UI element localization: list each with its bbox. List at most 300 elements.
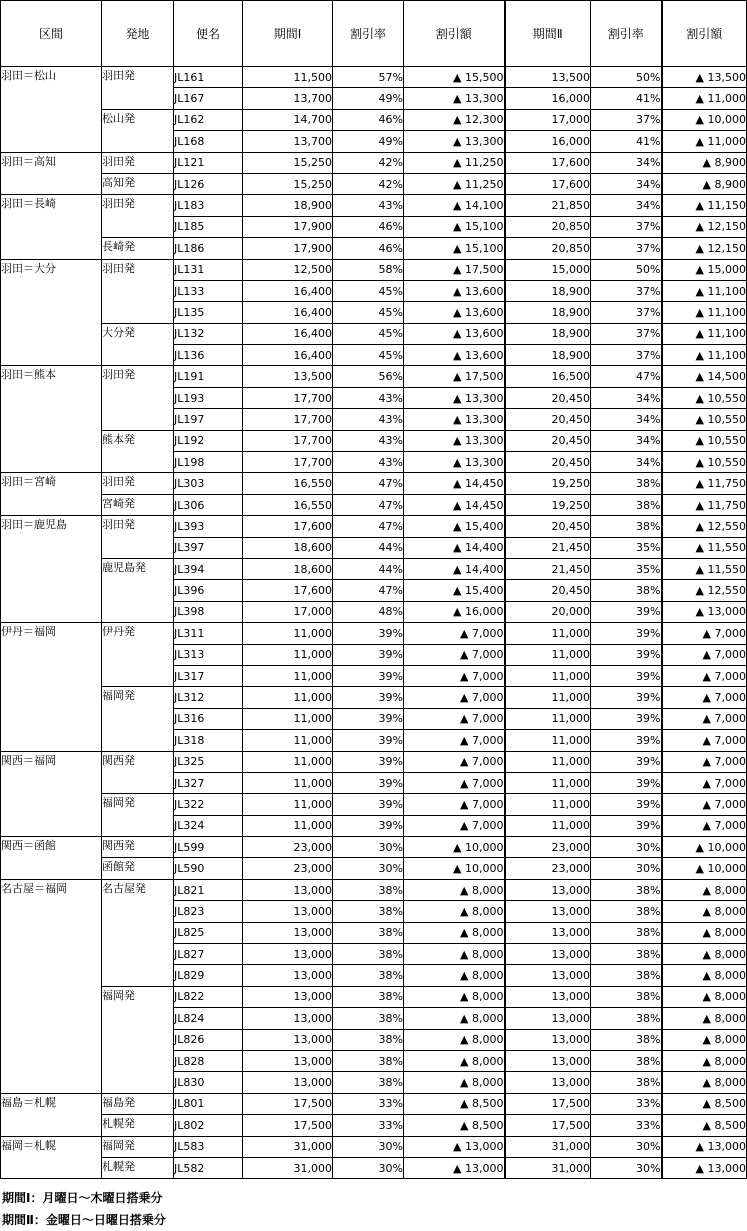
flight-number-cell: JL823 [174, 901, 243, 922]
rate-period1-cell: 43% [333, 387, 404, 408]
discount-period1-cell [404, 858, 505, 879]
fare-period1-cell: 12,500 [243, 259, 333, 280]
triangle-icon: ▲ [453, 370, 462, 384]
flight-number-cell: JL126 [174, 173, 243, 194]
fare-period1-cell: 13,000 [243, 965, 333, 986]
origin-cell: 関西発 [102, 837, 174, 858]
fare-period2-cell: 13,000 [505, 901, 591, 922]
table-row [1, 366, 747, 387]
rate-period1-cell: 39% [333, 794, 404, 815]
triangle-icon: ▲ [702, 626, 711, 640]
fare-period1-cell: 17,600 [243, 580, 333, 601]
fare-period2-cell: 13,000 [505, 1029, 591, 1050]
rate-period2-cell: 41% [591, 88, 662, 109]
fare-period1-cell: 11,000 [243, 708, 333, 729]
flight-number-cell: JL590 [174, 858, 243, 879]
rate-period1-cell: 47% [333, 580, 404, 601]
rate-period2-cell: 50% [591, 259, 662, 280]
fare-period2-cell: 20,450 [505, 387, 591, 408]
fare-period2-cell: 15,000 [505, 259, 591, 280]
fare-period2-cell: 20,450 [505, 580, 591, 601]
fare-period2-cell: 13,000 [505, 922, 591, 943]
fare-period2-cell: 18,900 [505, 345, 591, 366]
discount-period2-cell [662, 345, 747, 366]
rate-period1-cell: 45% [333, 280, 404, 301]
discount-value: 8,000 [714, 904, 746, 918]
triangle-icon: ▲ [460, 797, 469, 811]
fare-period1-cell: 18,600 [243, 558, 333, 579]
rate-period2-cell: 47% [591, 366, 662, 387]
origin-cell: 伊丹発 [102, 623, 174, 687]
rate-period1-cell: 48% [333, 601, 404, 622]
discount-value: 14,400 [465, 541, 504, 555]
table-row [1, 195, 747, 216]
triangle-icon: ▲ [695, 541, 704, 555]
discount-period1-cell [404, 944, 505, 965]
discount-period1-cell [404, 1115, 505, 1136]
origin-cell: 羽田発 [102, 259, 174, 323]
triangle-icon: ▲ [453, 519, 462, 533]
fare-period1-cell: 11,000 [243, 687, 333, 708]
fare-period2-cell: 17,600 [505, 152, 591, 173]
flight-number-cell: JL197 [174, 409, 243, 430]
discount-period2-cell [662, 751, 747, 772]
discount-value: 10,550 [707, 434, 746, 448]
table-row [1, 1115, 747, 1136]
discount-value: 13,300 [465, 455, 504, 469]
discount-value: 8,000 [472, 1011, 504, 1025]
rate-period2-cell: 37% [591, 216, 662, 237]
discount-value: 8,500 [472, 1097, 504, 1111]
triangle-icon: ▲ [702, 1011, 711, 1025]
header-cell-discount-period2: 割引額 [662, 1, 747, 67]
discount-period2-cell [662, 516, 747, 537]
discount-period2-cell [662, 772, 747, 793]
discount-value: 14,450 [465, 498, 504, 512]
fare-period2-cell: 11,000 [505, 794, 591, 815]
table-row [1, 1157, 747, 1178]
discount-period1-cell [404, 1157, 505, 1178]
discount-value: 13,000 [707, 1140, 746, 1154]
triangle-icon: ▲ [695, 92, 704, 106]
triangle-icon: ▲ [695, 241, 704, 255]
fare-period1-cell: 17,000 [243, 601, 333, 622]
triangle-icon: ▲ [453, 455, 462, 469]
fare-period1-cell: 13,500 [243, 366, 333, 387]
fare-period1-cell: 16,400 [243, 280, 333, 301]
discount-period1-cell [404, 580, 505, 601]
triangle-icon: ▲ [702, 177, 711, 191]
fare-period2-cell: 18,900 [505, 302, 591, 323]
note-period1: 期間Ⅰ：月曜日～木曜日搭乗分 [2, 1191, 163, 1205]
flight-number-cell: JL186 [174, 238, 243, 259]
table-row [1, 879, 747, 900]
discount-period2-cell [662, 323, 747, 344]
discount-value: 8,000 [472, 926, 504, 940]
rate-period1-cell: 45% [333, 323, 404, 344]
discount-value: 15,100 [465, 241, 504, 255]
rate-period1-cell: 33% [333, 1115, 404, 1136]
origin-cell: 札幌発 [102, 1115, 174, 1136]
origin-cell: 福岡発 [102, 794, 174, 837]
flight-number-cell: JL316 [174, 708, 243, 729]
triangle-icon: ▲ [453, 412, 462, 426]
triangle-icon: ▲ [460, 1076, 469, 1090]
discount-period1-cell [404, 409, 505, 430]
discount-period2-cell [662, 109, 747, 130]
discount-period1-cell [404, 922, 505, 943]
fare-period2-cell: 13,000 [505, 986, 591, 1007]
discount-period1-cell [404, 1072, 505, 1093]
triangle-icon: ▲ [695, 327, 704, 341]
fare-period1-cell: 16,550 [243, 494, 333, 515]
fare-period1-cell: 23,000 [243, 837, 333, 858]
discount-value: 7,000 [714, 733, 746, 747]
discount-value: 13,300 [465, 134, 504, 148]
discount-period2-cell [662, 1029, 747, 1050]
rate-period1-cell: 43% [333, 452, 404, 473]
triangle-icon: ▲ [453, 562, 462, 576]
flight-number-cell: JL135 [174, 302, 243, 323]
triangle-icon: ▲ [702, 691, 711, 705]
flight-number-cell: JL828 [174, 1050, 243, 1071]
triangle-icon: ▲ [702, 1118, 711, 1132]
fare-period2-cell: 21,450 [505, 537, 591, 558]
rate-period1-cell: 39% [333, 815, 404, 836]
fare-period1-cell: 17,600 [243, 516, 333, 537]
flight-number-cell: JL191 [174, 366, 243, 387]
flight-number-cell: JL312 [174, 687, 243, 708]
discount-period1-cell [404, 1050, 505, 1071]
table-row [1, 238, 747, 259]
fare-period1-cell: 11,000 [243, 772, 333, 793]
discount-period2-cell [662, 302, 747, 323]
rate-period2-cell: 38% [591, 580, 662, 601]
fare-period2-cell: 17,000 [505, 109, 591, 130]
rate-period1-cell: 46% [333, 216, 404, 237]
discount-period2-cell [662, 430, 747, 451]
rate-period1-cell: 30% [333, 1136, 404, 1157]
rate-period1-cell: 39% [333, 644, 404, 665]
flight-number-cell: JL322 [174, 794, 243, 815]
discount-period1-cell [404, 131, 505, 152]
fare-period2-cell: 20,000 [505, 601, 591, 622]
rate-period1-cell: 38% [333, 944, 404, 965]
table-row [1, 109, 747, 130]
rate-period1-cell: 30% [333, 858, 404, 879]
discount-value: 14,450 [465, 477, 504, 491]
fare-period1-cell: 16,400 [243, 302, 333, 323]
discount-period2-cell [662, 152, 747, 173]
fare-period2-cell: 18,900 [505, 280, 591, 301]
rate-period2-cell: 39% [591, 601, 662, 622]
discount-period1-cell [404, 965, 505, 986]
triangle-icon: ▲ [460, 926, 469, 940]
triangle-icon: ▲ [453, 434, 462, 448]
discount-value: 8,500 [714, 1118, 746, 1132]
triangle-icon: ▲ [460, 712, 469, 726]
table-row [1, 67, 747, 88]
flight-number-cell: JL325 [174, 751, 243, 772]
triangle-icon: ▲ [460, 1033, 469, 1047]
origin-cell: 宮崎発 [102, 494, 174, 515]
discount-period2-cell [662, 280, 747, 301]
discount-period1-cell [404, 623, 505, 644]
origin-cell: 松山発 [102, 109, 174, 152]
triangle-icon: ▲ [453, 113, 462, 127]
table-row [1, 623, 747, 644]
flight-number-cell: JL324 [174, 815, 243, 836]
fare-period1-cell: 13,000 [243, 879, 333, 900]
discount-value: 8,900 [714, 156, 746, 170]
route-cell: 羽田＝熊本 [1, 366, 102, 473]
triangle-icon: ▲ [453, 862, 462, 876]
rate-period1-cell: 30% [333, 837, 404, 858]
rate-period2-cell: 30% [591, 837, 662, 858]
rate-period1-cell: 44% [333, 558, 404, 579]
discount-value: 10,000 [707, 840, 746, 854]
rate-period1-cell: 47% [333, 473, 404, 494]
discount-period2-cell [662, 494, 747, 515]
triangle-icon: ▲ [453, 134, 462, 148]
rate-period2-cell: 30% [591, 858, 662, 879]
flight-number-cell: JL827 [174, 944, 243, 965]
discount-value: 11,100 [707, 284, 746, 298]
fare-period2-cell: 20,850 [505, 238, 591, 259]
flight-number-cell: JL394 [174, 558, 243, 579]
discount-period1-cell [404, 730, 505, 751]
route-cell: 伊丹＝福岡 [1, 623, 102, 751]
fare-period1-cell: 15,250 [243, 173, 333, 194]
discount-period1-cell [404, 494, 505, 515]
discount-value: 8,000 [472, 904, 504, 918]
discount-period2-cell [662, 815, 747, 836]
rate-period1-cell: 38% [333, 1008, 404, 1029]
discount-period1-cell [404, 302, 505, 323]
discount-period2-cell [662, 944, 747, 965]
triangle-icon: ▲ [453, 199, 462, 213]
rate-period2-cell: 38% [591, 494, 662, 515]
triangle-icon: ▲ [695, 305, 704, 319]
fare-period1-cell: 17,900 [243, 216, 333, 237]
flight-number-cell: JL121 [174, 152, 243, 173]
rate-period2-cell: 38% [591, 922, 662, 943]
table-row [1, 152, 747, 173]
fare-period2-cell: 13,000 [505, 944, 591, 965]
fare-period2-cell: 23,000 [505, 858, 591, 879]
triangle-icon: ▲ [695, 370, 704, 384]
rate-period2-cell: 37% [591, 109, 662, 130]
flight-number-cell: JL313 [174, 644, 243, 665]
fare-period1-cell: 23,000 [243, 858, 333, 879]
fare-period2-cell: 19,250 [505, 473, 591, 494]
triangle-icon: ▲ [453, 477, 462, 491]
fare-period1-cell: 13,000 [243, 1008, 333, 1029]
fare-period2-cell: 13,000 [505, 879, 591, 900]
flight-number-cell: JL393 [174, 516, 243, 537]
discount-value: 13,300 [465, 92, 504, 106]
fare-period2-cell: 23,000 [505, 837, 591, 858]
rate-period1-cell: 38% [333, 1072, 404, 1093]
fare-period1-cell: 31,000 [243, 1136, 333, 1157]
rate-period1-cell: 45% [333, 302, 404, 323]
rate-period2-cell: 35% [591, 558, 662, 579]
fare-period2-cell: 13,000 [505, 1008, 591, 1029]
rate-period2-cell: 38% [591, 1008, 662, 1029]
table-row [1, 1136, 747, 1157]
discount-value: 15,400 [465, 519, 504, 533]
discount-period1-cell [404, 687, 505, 708]
header-cell-fare-period2: 期間Ⅱ [505, 1, 591, 67]
flight-number-cell: JL825 [174, 922, 243, 943]
rate-period2-cell: 37% [591, 302, 662, 323]
triangle-icon: ▲ [460, 1118, 469, 1132]
discount-period1-cell [404, 516, 505, 537]
fare-period2-cell: 19,250 [505, 494, 591, 515]
discount-period2-cell [662, 173, 747, 194]
rate-period2-cell: 38% [591, 879, 662, 900]
discount-period2-cell [662, 965, 747, 986]
fare-period1-cell: 13,000 [243, 986, 333, 1007]
discount-period2-cell [662, 195, 747, 216]
fare-period2-cell: 13,500 [505, 67, 591, 88]
origin-cell: 羽田発 [102, 195, 174, 238]
flight-number-cell: JL131 [174, 259, 243, 280]
triangle-icon: ▲ [453, 391, 462, 405]
discount-value: 10,550 [707, 455, 746, 469]
discount-value: 8,000 [714, 1011, 746, 1025]
rate-period2-cell: 34% [591, 195, 662, 216]
fare-period1-cell: 11,500 [243, 67, 333, 88]
rate-period1-cell: 43% [333, 195, 404, 216]
fare-period2-cell: 21,450 [505, 558, 591, 579]
discount-period2-cell [662, 238, 747, 259]
discount-period2-cell [662, 644, 747, 665]
discount-period2-cell [662, 259, 747, 280]
triangle-icon: ▲ [695, 840, 704, 854]
route-cell: 羽田＝宮崎 [1, 473, 102, 516]
note-period2: 期間Ⅱ：金曜日～日曜日搭乗分 [2, 1213, 166, 1227]
rate-period1-cell: 39% [333, 751, 404, 772]
origin-cell: 羽田発 [102, 366, 174, 430]
triangle-icon: ▲ [453, 327, 462, 341]
discount-period2-cell [662, 623, 747, 644]
triangle-icon: ▲ [460, 691, 469, 705]
flight-number-cell: JL583 [174, 1136, 243, 1157]
rate-period1-cell: 43% [333, 409, 404, 430]
discount-value: 7,000 [714, 755, 746, 769]
triangle-icon: ▲ [695, 113, 704, 127]
triangle-icon: ▲ [695, 391, 704, 405]
fare-period1-cell: 16,550 [243, 473, 333, 494]
triangle-icon: ▲ [453, 584, 462, 598]
triangle-icon: ▲ [695, 134, 704, 148]
triangle-icon: ▲ [695, 348, 704, 362]
discount-period2-cell [662, 1115, 747, 1136]
triangle-icon: ▲ [460, 669, 469, 683]
triangle-icon: ▲ [702, 712, 711, 726]
fare-period1-cell: 31,000 [243, 1157, 333, 1178]
discount-period2-cell [662, 67, 747, 88]
discount-period2-cell [662, 730, 747, 751]
fare-period2-cell: 17,600 [505, 173, 591, 194]
flight-number-cell: JL162 [174, 109, 243, 130]
discount-value: 7,000 [714, 797, 746, 811]
rate-period1-cell: 46% [333, 238, 404, 259]
discount-period2-cell [662, 537, 747, 558]
origin-cell: 福岡発 [102, 687, 174, 751]
fare-period1-cell: 11,000 [243, 730, 333, 751]
header-row [1, 1, 747, 67]
triangle-icon: ▲ [460, 1054, 469, 1068]
discount-value: 8,000 [714, 883, 746, 897]
fare-period2-cell: 11,000 [505, 708, 591, 729]
header-cell-rate-period1: 割引率 [333, 1, 404, 67]
flight-number-cell: JL306 [174, 494, 243, 515]
rate-period2-cell: 34% [591, 430, 662, 451]
discount-value: 8,500 [714, 1097, 746, 1111]
rate-period1-cell: 38% [333, 922, 404, 943]
triangle-icon: ▲ [702, 1097, 711, 1111]
rate-period1-cell: 43% [333, 430, 404, 451]
triangle-icon: ▲ [695, 498, 704, 512]
rate-period2-cell: 37% [591, 323, 662, 344]
discount-value: 11,750 [707, 477, 746, 491]
flight-number-cell: JL599 [174, 837, 243, 858]
fare-period2-cell: 11,000 [505, 815, 591, 836]
fare-period1-cell: 17,900 [243, 238, 333, 259]
rate-period1-cell: 38% [333, 901, 404, 922]
discount-period1-cell [404, 152, 505, 173]
discount-period2-cell [662, 986, 747, 1007]
table-row [1, 494, 747, 515]
discount-period1-cell [404, 879, 505, 900]
triangle-icon: ▲ [695, 862, 704, 876]
flight-number-cell: JL192 [174, 430, 243, 451]
discount-value: 7,000 [472, 776, 504, 790]
rate-period1-cell: 38% [333, 1029, 404, 1050]
flight-number-cell: JL133 [174, 280, 243, 301]
rate-period1-cell: 39% [333, 708, 404, 729]
triangle-icon: ▲ [695, 199, 704, 213]
table-row [1, 687, 747, 708]
route-cell: 名古屋＝福岡 [1, 879, 102, 1093]
discount-value: 10,000 [707, 113, 746, 127]
triangle-icon: ▲ [695, 455, 704, 469]
triangle-icon: ▲ [695, 434, 704, 448]
triangle-icon: ▲ [453, 1140, 462, 1154]
triangle-icon: ▲ [453, 348, 462, 362]
fare-period2-cell: 11,000 [505, 665, 591, 686]
triangle-icon: ▲ [702, 904, 711, 918]
discount-value: 7,000 [714, 669, 746, 683]
rate-period1-cell: 56% [333, 366, 404, 387]
triangle-icon: ▲ [460, 904, 469, 918]
flight-number-cell: JL822 [174, 986, 243, 1007]
flight-number-cell: JL161 [174, 67, 243, 88]
triangle-icon: ▲ [453, 305, 462, 319]
discount-period1-cell [404, 195, 505, 216]
discount-period1-cell [404, 387, 505, 408]
origin-cell: 札幌発 [102, 1157, 174, 1178]
discount-value: 11,250 [465, 177, 504, 191]
fare-period1-cell: 13,000 [243, 1029, 333, 1050]
discount-value: 8,500 [472, 1118, 504, 1132]
table-row [1, 173, 747, 194]
triangle-icon: ▲ [702, 648, 711, 662]
discount-value: 7,000 [472, 712, 504, 726]
discount-value: 7,000 [472, 733, 504, 747]
